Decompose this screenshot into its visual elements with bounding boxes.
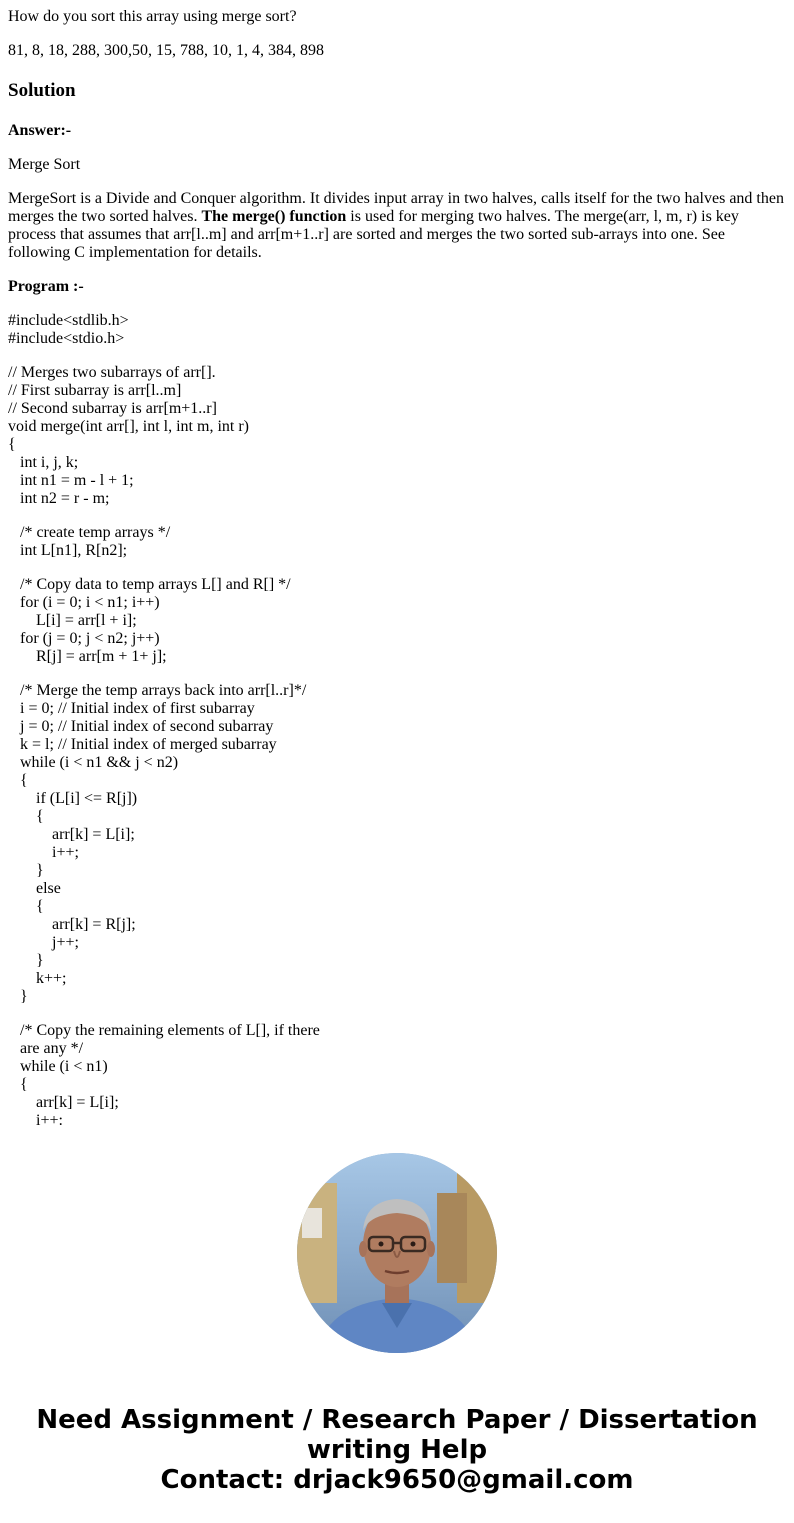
code-line: else xyxy=(8,880,61,897)
promo-contact: Contact: drjack9650@gmail.com xyxy=(160,1465,634,1495)
promo-line-1: Need Assignment / Research Paper / Dissertation xyxy=(36,1405,758,1435)
code-line: int n1 = m - l + 1; xyxy=(8,472,134,489)
code-line: { xyxy=(8,808,44,825)
code-line: /* create temp arrays */ xyxy=(8,524,171,541)
code-line: arr[k] = R[j]; xyxy=(8,916,136,933)
code-line: if (L[i] <= R[j]) xyxy=(8,790,138,807)
code-line: } xyxy=(8,952,44,969)
code-line: j = 0; // Initial index of second subarray xyxy=(8,718,274,735)
code-line: i++: xyxy=(8,1112,63,1129)
author-portrait xyxy=(297,1153,497,1353)
code-line: are any */ xyxy=(8,1040,84,1057)
code-line: } xyxy=(8,988,28,1005)
code-blank xyxy=(8,348,786,364)
code-line: /* Copy the remaining elements of L[], if there xyxy=(8,1022,320,1039)
code-line: k++; xyxy=(8,970,67,987)
code-line: void merge(int arr[], int l, int m, int r) xyxy=(8,418,249,435)
program-label: Program :- xyxy=(8,278,84,295)
code-line: /* Merge the temp arrays back into arr[l..r]*/ xyxy=(8,682,307,699)
code-line: for (j = 0; j < n2; j++) xyxy=(8,630,160,647)
code-line: j++; xyxy=(8,934,79,951)
solution-heading: Solution xyxy=(8,80,76,101)
portrait-illustration xyxy=(297,1153,497,1353)
code-line: L[i] = arr[l + i]; xyxy=(8,612,137,629)
code-line: for (i = 0; i < n1; i++) xyxy=(8,594,160,611)
promo-text xyxy=(0,1405,794,1495)
description-part1: MergeSort is a Divide and Conquer algorithm. It divides input array in two halves, calls itself for the two halves and then merges the two sorted halves. xyxy=(8,190,784,225)
code-line: i = 0; // Initial index of first subarray xyxy=(8,700,255,717)
code-line: int L[n1], R[n2]; xyxy=(8,542,128,559)
description xyxy=(8,190,786,262)
code-line: int i, j, k; xyxy=(8,454,79,471)
subheading: Merge Sort xyxy=(8,156,81,173)
code-line: arr[k] = L[i]; xyxy=(8,1094,119,1111)
code-line: while (i < n1) xyxy=(8,1058,108,1075)
code-line: R[j] = arr[m + 1+ j]; xyxy=(8,648,167,665)
code-line: i++; xyxy=(8,844,79,861)
code-line: int n2 = r - m; xyxy=(8,490,110,507)
code-blank xyxy=(8,1006,786,1022)
code-blank xyxy=(8,666,786,682)
code-line: while (i < n1 && j < n2) xyxy=(8,754,179,771)
code-blank xyxy=(8,508,786,524)
question-title: How do you sort this array using merge sort? xyxy=(8,8,297,25)
question-array: 81, 8, 18, 288, 300,50, 15, 788, 10, 1, 4, 384, 898 xyxy=(8,42,324,59)
code-block xyxy=(8,312,786,1130)
code-line: { xyxy=(8,1076,28,1093)
code-blank xyxy=(8,560,786,576)
code-line: { xyxy=(8,436,16,453)
code-line: // First subarray is arr[l..m] xyxy=(8,382,182,399)
code-line: #include<stdlib.h> xyxy=(8,312,129,329)
code-line: } xyxy=(8,862,44,879)
description-part2: is used for merging two halves. The merge(arr, l, m, r) is key process that assumes that arr[l..m] and arr[m+1..r] are sorted and merges the two sorted sub-arrays into one. See following C implementation for details. xyxy=(8,208,739,261)
code-line: #include<stdio.h> xyxy=(8,330,125,347)
code-line: // Merges two subarrays of arr[]. xyxy=(8,364,216,381)
code-line: /* Copy data to temp arrays L[] and R[] */ xyxy=(8,576,291,593)
promo-line-2: writing Help xyxy=(306,1435,488,1465)
code-line: arr[k] = L[i]; xyxy=(8,826,135,843)
promo-section xyxy=(0,1153,794,1495)
answer-label: Answer:- xyxy=(8,122,72,139)
code-line: k = l; // Initial index of merged subarray xyxy=(8,736,277,753)
document-body xyxy=(8,8,786,1130)
code-line: { xyxy=(8,772,28,789)
code-line: { xyxy=(8,898,44,915)
description-bold: The merge() function xyxy=(201,208,347,225)
code-line: // Second subarray is arr[m+1..r] xyxy=(8,400,217,417)
